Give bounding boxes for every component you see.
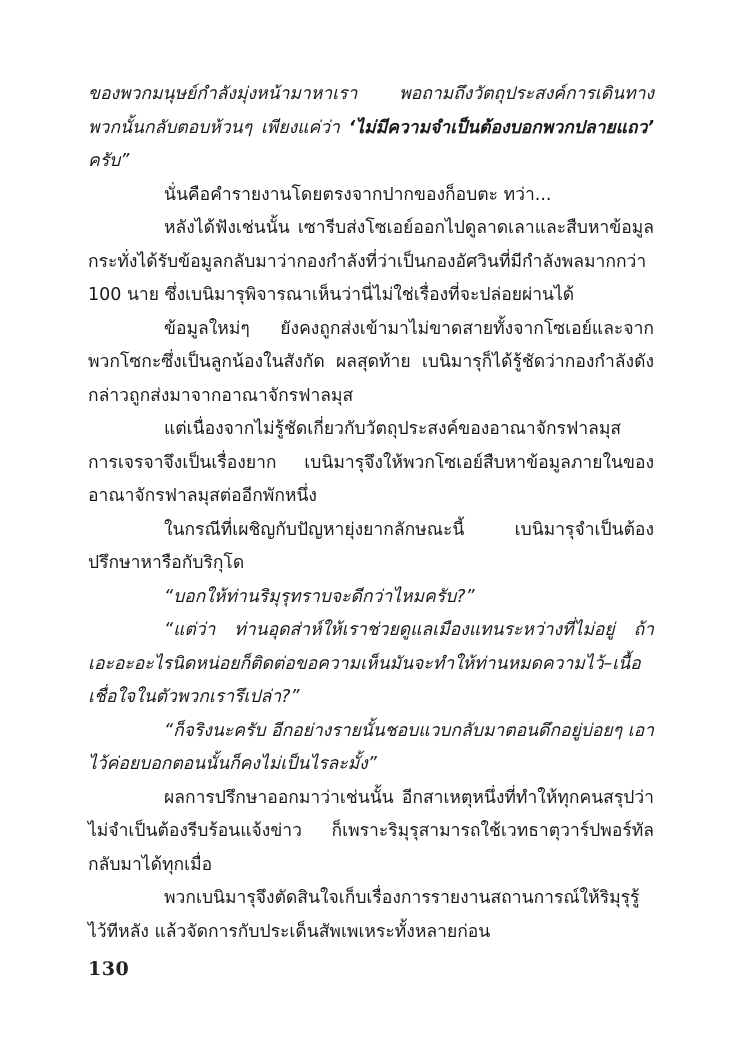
paragraph-negotiation: แต่เนื่องจากไม่รู้ชัดเกี่ยวกับวัตถุประสงค์ของอาณาจักรฟาลมุส การเจรจาจึงเป็นเรื่องยาก เบนิมารุจึงให้พวกโซเอย์สืบหาข้อมูลภายในของอาณาจักรฟาลมุสต่ออีกพักหนึ่ง — [88, 419, 654, 506]
page-number: 130 — [88, 958, 130, 980]
paragraph-conclusion: ผลการปรึกษาออกมาว่าเช่นนั้น อีกสาเหตุหนึ่งที่ทำให้ทุกคนสรุปว่าไม่จำเป็นต้องรีบร้อนแจ้งข่าว ก็เพราะริมุรุสามารถใช้เวทธาตุวาร์ปพอร์ทัล กลับมาได้ทุกเมื่อ — [88, 787, 654, 875]
paragraph-dialogue-continuation — [88, 78, 654, 179]
emphasized-quote: ‘ไม่มีความจำเป็นต้องบอกพวกปลายแถว’ — [348, 117, 654, 138]
dialogue-text: ของพวกมนุษย์กำลังมุ่งหน้ามาหาเรา พอถามถึงวัตถุประสงค์การเดินทาง พวกนั้นกลับตอบห้วนๆ เพียงแค่ว่า — [88, 84, 654, 138]
paragraph-consultation: ในกรณีที่เผชิญกับปัญหายุ่งยากลักษณะนี้ เบนิมารุจำเป็นต้องปรึกษาหารือกับริกุโด — [88, 519, 654, 573]
dialogue-line-2: “แต่ว่า ท่านอุดส่าห์ให้เราช่วยดูแลเมืองแทนระหว่างที่ไม่อยู่ ถ้าเอะอะอะไรนิดหน่อยก็ติดต่อขอความเห็นมันจะทำให้ท่านหมดความไว้–เนื้อเชื่อใจในตัวพวกเรารึเปล่า?” — [88, 620, 654, 707]
dialogue-ending: ครับ” — [88, 151, 130, 171]
paragraph-new-info: ข้อมูลใหม่ๆ ยังคงถูกส่งเข้ามาไม่ขาดสายทั้งจากโซเอย์และจากพวกโซกะซึ่งเป็นลูกน้องในสังกัด ผลสุดท้าย เบนิมารุก็ได้รู้ชัดว่ากองกำลังดังกล่าวถูกส่งมาจากอาณาจักรฟาลมุส — [88, 318, 654, 406]
page-body — [88, 78, 654, 949]
dialogue-line-1: “บอกให้ท่านริมุรุทราบจะดีกว่าไหมครับ?” — [164, 586, 475, 607]
paragraph-report: นั่นคือคำรายงานโดยตรงจากปากของก็อบตะ ทว่า... — [164, 184, 552, 205]
paragraph-decision: พวกเบนิมารุจึงตัดสินใจเก็บเรื่องการรายงานสถานการณ์ให้ริมุรุรู้ไว้ทีหลัง แล้วจัดการกับประเด็นสัพเพเหระทั้งหลายก่อน — [88, 888, 640, 942]
paragraph-investigation: หลังได้ฟังเช่นนั้น เซารีบส่งโซเอย์ออกไปดูลาดเลาและสืบหาข้อมูล กระทั่งได้รับข้อมูลกลับมาว่ากองกำลังที่ว่าเป็นกองอัศวินที่มีกำลังพลมากกว่า 100 นาย ซึ่งเบนิมารุพิจารณาเห็นว่านี่ไม่ใช่เรื่องที่จะปล่อยผ่านได้ — [88, 218, 654, 305]
dialogue-line-3: “ก็จริงนะครับ อีกอย่างรายนั้นชอบแวบกลับมาตอนดึกอยู่บ่อยๆ เอาไว้ค่อยบอกตอนนั้นก็คงไม่เป็นไรละมั้ง” — [88, 720, 654, 774]
